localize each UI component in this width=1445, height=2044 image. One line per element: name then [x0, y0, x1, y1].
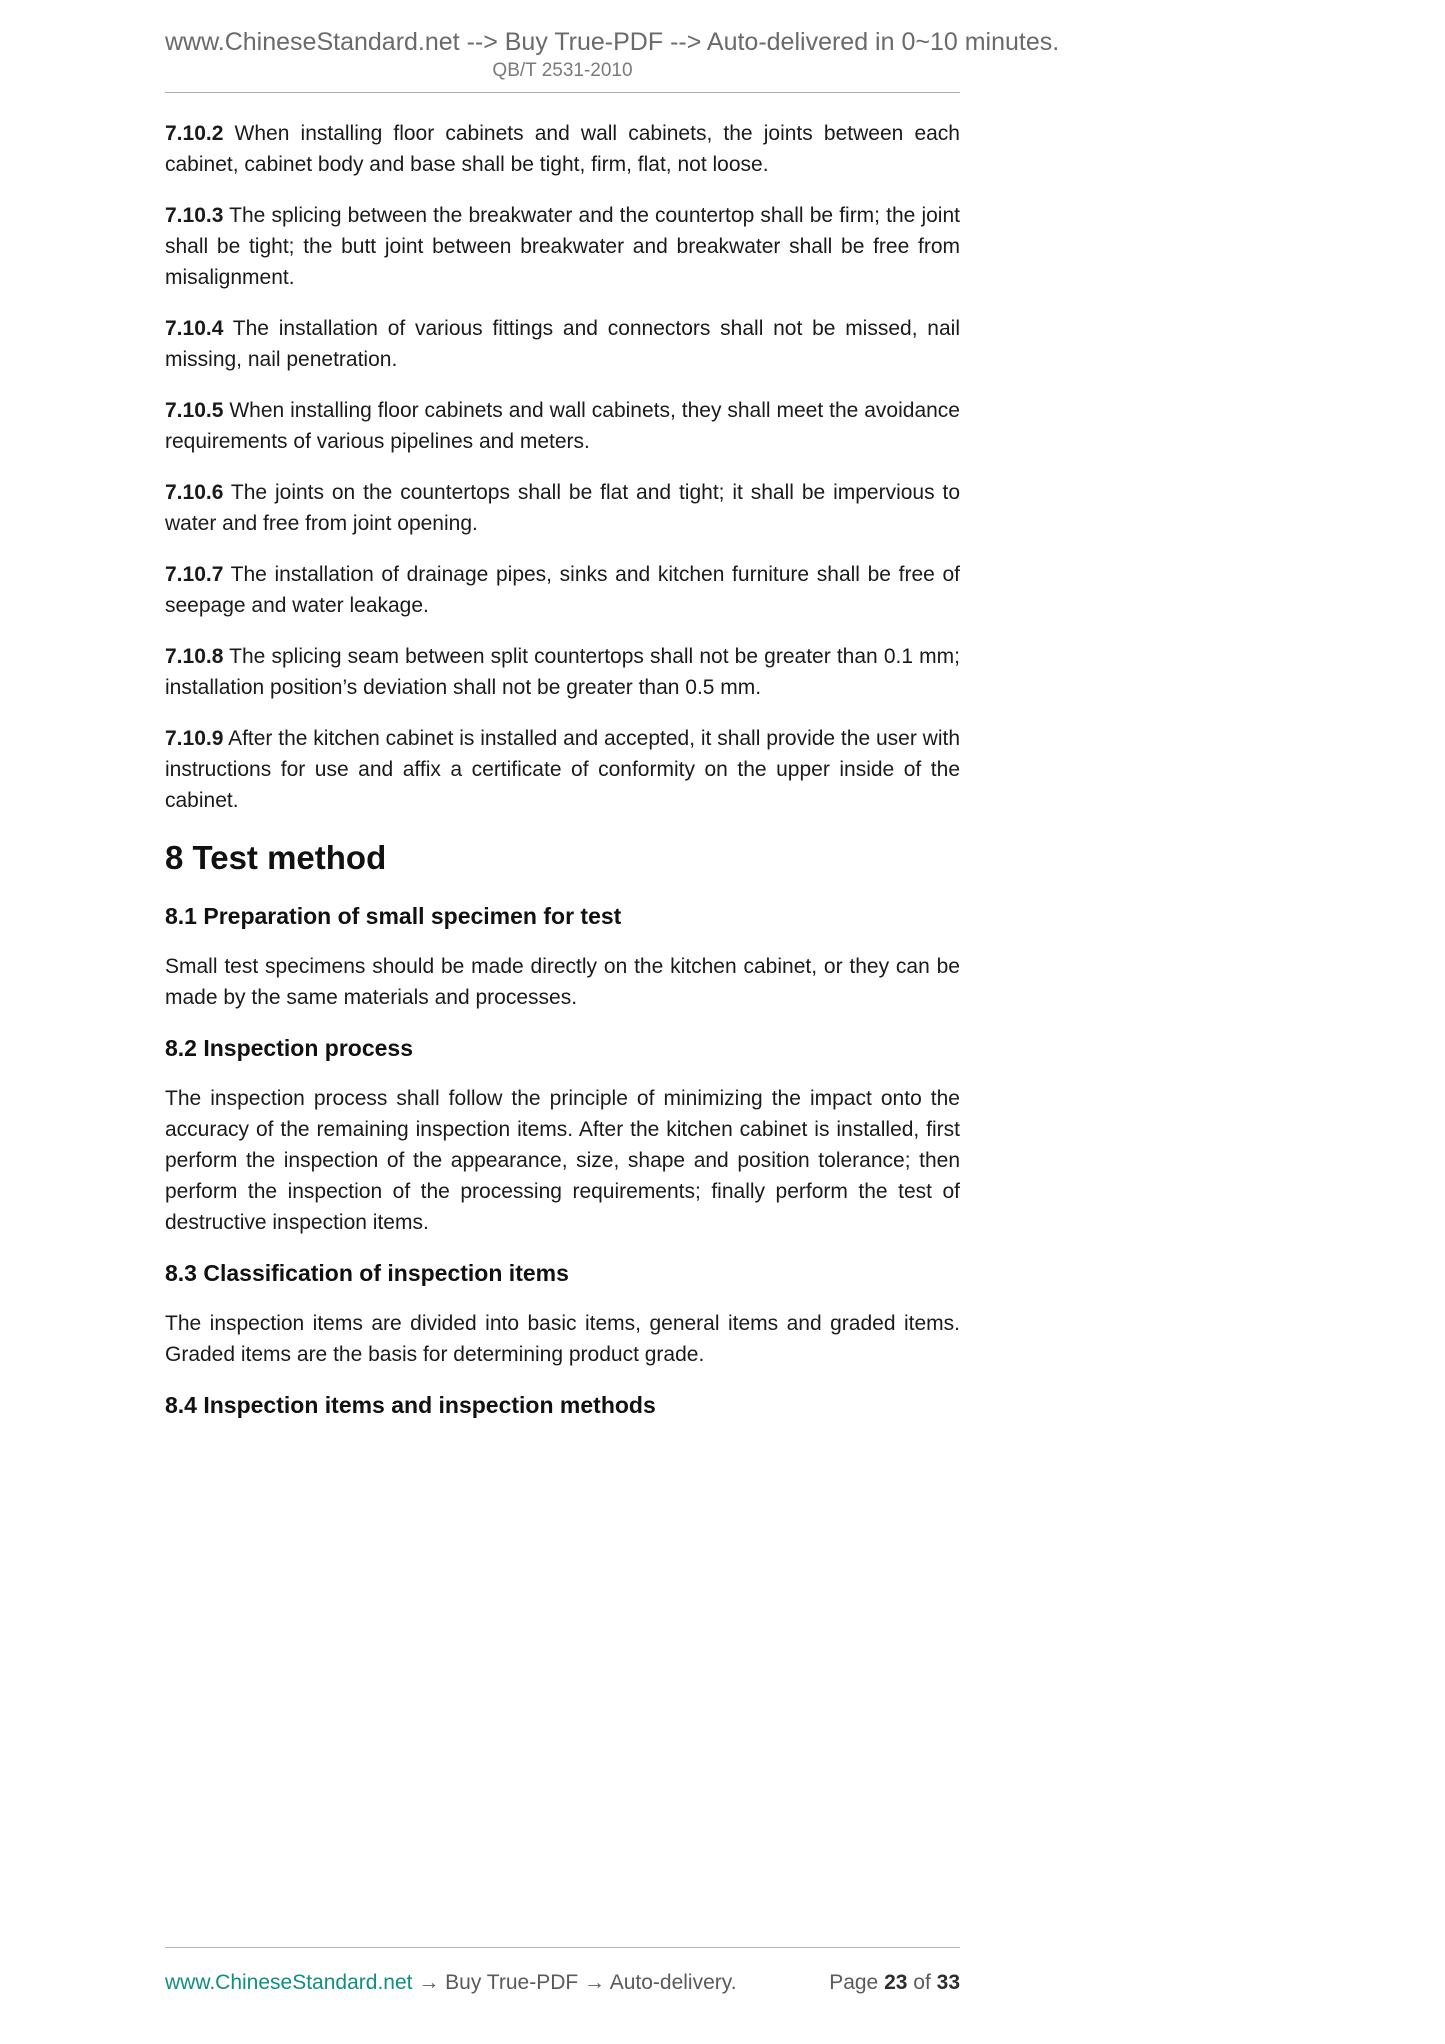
header-divider — [165, 92, 960, 93]
clause-paragraph-7-10-3 — [165, 200, 960, 293]
document-content — [165, 118, 960, 1440]
header-doc-number: QB/T 2531-2010 — [492, 60, 633, 81]
section-heading-test-method: 8 Test method — [165, 839, 387, 876]
subsection-paragraph-8-3: The inspection items are divided into basic items, general items and graded items. Graded items are the basis for determining product grade. — [165, 1312, 960, 1366]
clause-number: 7.10.6 — [165, 481, 224, 504]
clause-number: 7.10.5 — [165, 399, 224, 422]
clause-number: 7.10.2 — [165, 122, 224, 145]
clause-number: 7.10.9 — [165, 727, 224, 750]
clause-paragraph-7-10-7 — [165, 559, 960, 621]
clause-text: The splicing between the breakwater and the countertop shall be firm; the joint shall be tight; the butt joint between breakwater and breakwater shall be free from misalignment. — [165, 204, 960, 289]
subsection-heading-8-4: 8.4 Inspection items and inspection methods — [165, 1392, 656, 1418]
subsection-heading-8-2: 8.2 Inspection process — [165, 1035, 413, 1061]
clause-number: 7.10.7 — [165, 563, 224, 586]
clause-paragraph-7-10-4 — [165, 313, 960, 375]
footer-of-label: of — [913, 1971, 931, 1994]
clause-text: The installation of drainage pipes, sinks and kitchen furniture shall be free of seepage and water leakage. — [165, 563, 960, 617]
clause-text: The joints on the countertops shall be flat and tight; it shall be impervious to water and free from joint opening. — [165, 481, 960, 535]
footer-tagline — [165, 1970, 737, 1996]
footer-page-label: Page — [829, 1971, 879, 1994]
clause-paragraph-7-10-9 — [165, 723, 960, 816]
clause-paragraph-7-10-5 — [165, 395, 960, 457]
subsection-heading-8-1: 8.1 Preparation of small specimen for test — [165, 903, 622, 929]
page-header — [165, 28, 1060, 93]
page-footer — [165, 1947, 960, 1996]
clause-paragraph-7-10-2 — [165, 118, 960, 180]
header-tagline: www.ChineseStandard.net --> Buy True-PDF --> Auto-delivered in 0~10 minutes. — [165, 28, 1060, 56]
footer-row — [165, 1970, 960, 1996]
clause-text: When installing floor cabinets and wall cabinets, the joints between each cabinet, cabinet body and base shall be tight, firm, flat, not loose. — [165, 122, 960, 176]
clause-text: When installing floor cabinets and wall cabinets, they shall meet the avoidance requirements of various pipelines and meters. — [165, 399, 960, 453]
clause-paragraph-7-10-6 — [165, 477, 960, 539]
subsection-heading-8-3: 8.3 Classification of inspection items — [165, 1260, 569, 1286]
footer-page-total: 33 — [936, 1971, 960, 1994]
subsection-paragraph-8-2: The inspection process shall follow the principle of minimizing the impact onto the accuracy of the remaining inspection items. After the kitchen cabinet is installed, first perform the inspection of the appearance, size, shape and position tolerance; then perform the inspection of the processing requirements; finally perform the test of destructive inspection items. — [165, 1087, 960, 1234]
footer-tagline-rest: → Buy True-PDF → Auto-delivery. — [418, 1971, 737, 1994]
clause-number: 7.10.4 — [165, 317, 224, 340]
clause-text: After the kitchen cabinet is installed and accepted, it shall provide the user with instructions for use and affix a certificate of conformity on the upper inside of the cabinet. — [165, 727, 960, 812]
footer-page-indicator — [829, 1970, 960, 1996]
clause-text: The installation of various fittings and connectors shall not be missed, nail missing, nail penetration. — [165, 317, 960, 371]
clause-text: The splicing seam between split countertops shall not be greater than 0.1 mm; installation position’s deviation shall not be greater than 0.5 mm. — [165, 645, 960, 699]
footer-divider — [165, 1947, 960, 1948]
clause-number: 7.10.3 — [165, 204, 224, 227]
clause-paragraph-7-10-8 — [165, 641, 960, 703]
subsection-paragraph-8-1: Small test specimens should be made directly on the kitchen cabinet, or they can be made by the same materials and processes. — [165, 955, 960, 1009]
footer-site-link[interactable]: www.ChineseStandard.net — [165, 1971, 413, 1994]
footer-page-current: 23 — [884, 1971, 908, 1994]
clause-number: 7.10.8 — [165, 645, 224, 668]
